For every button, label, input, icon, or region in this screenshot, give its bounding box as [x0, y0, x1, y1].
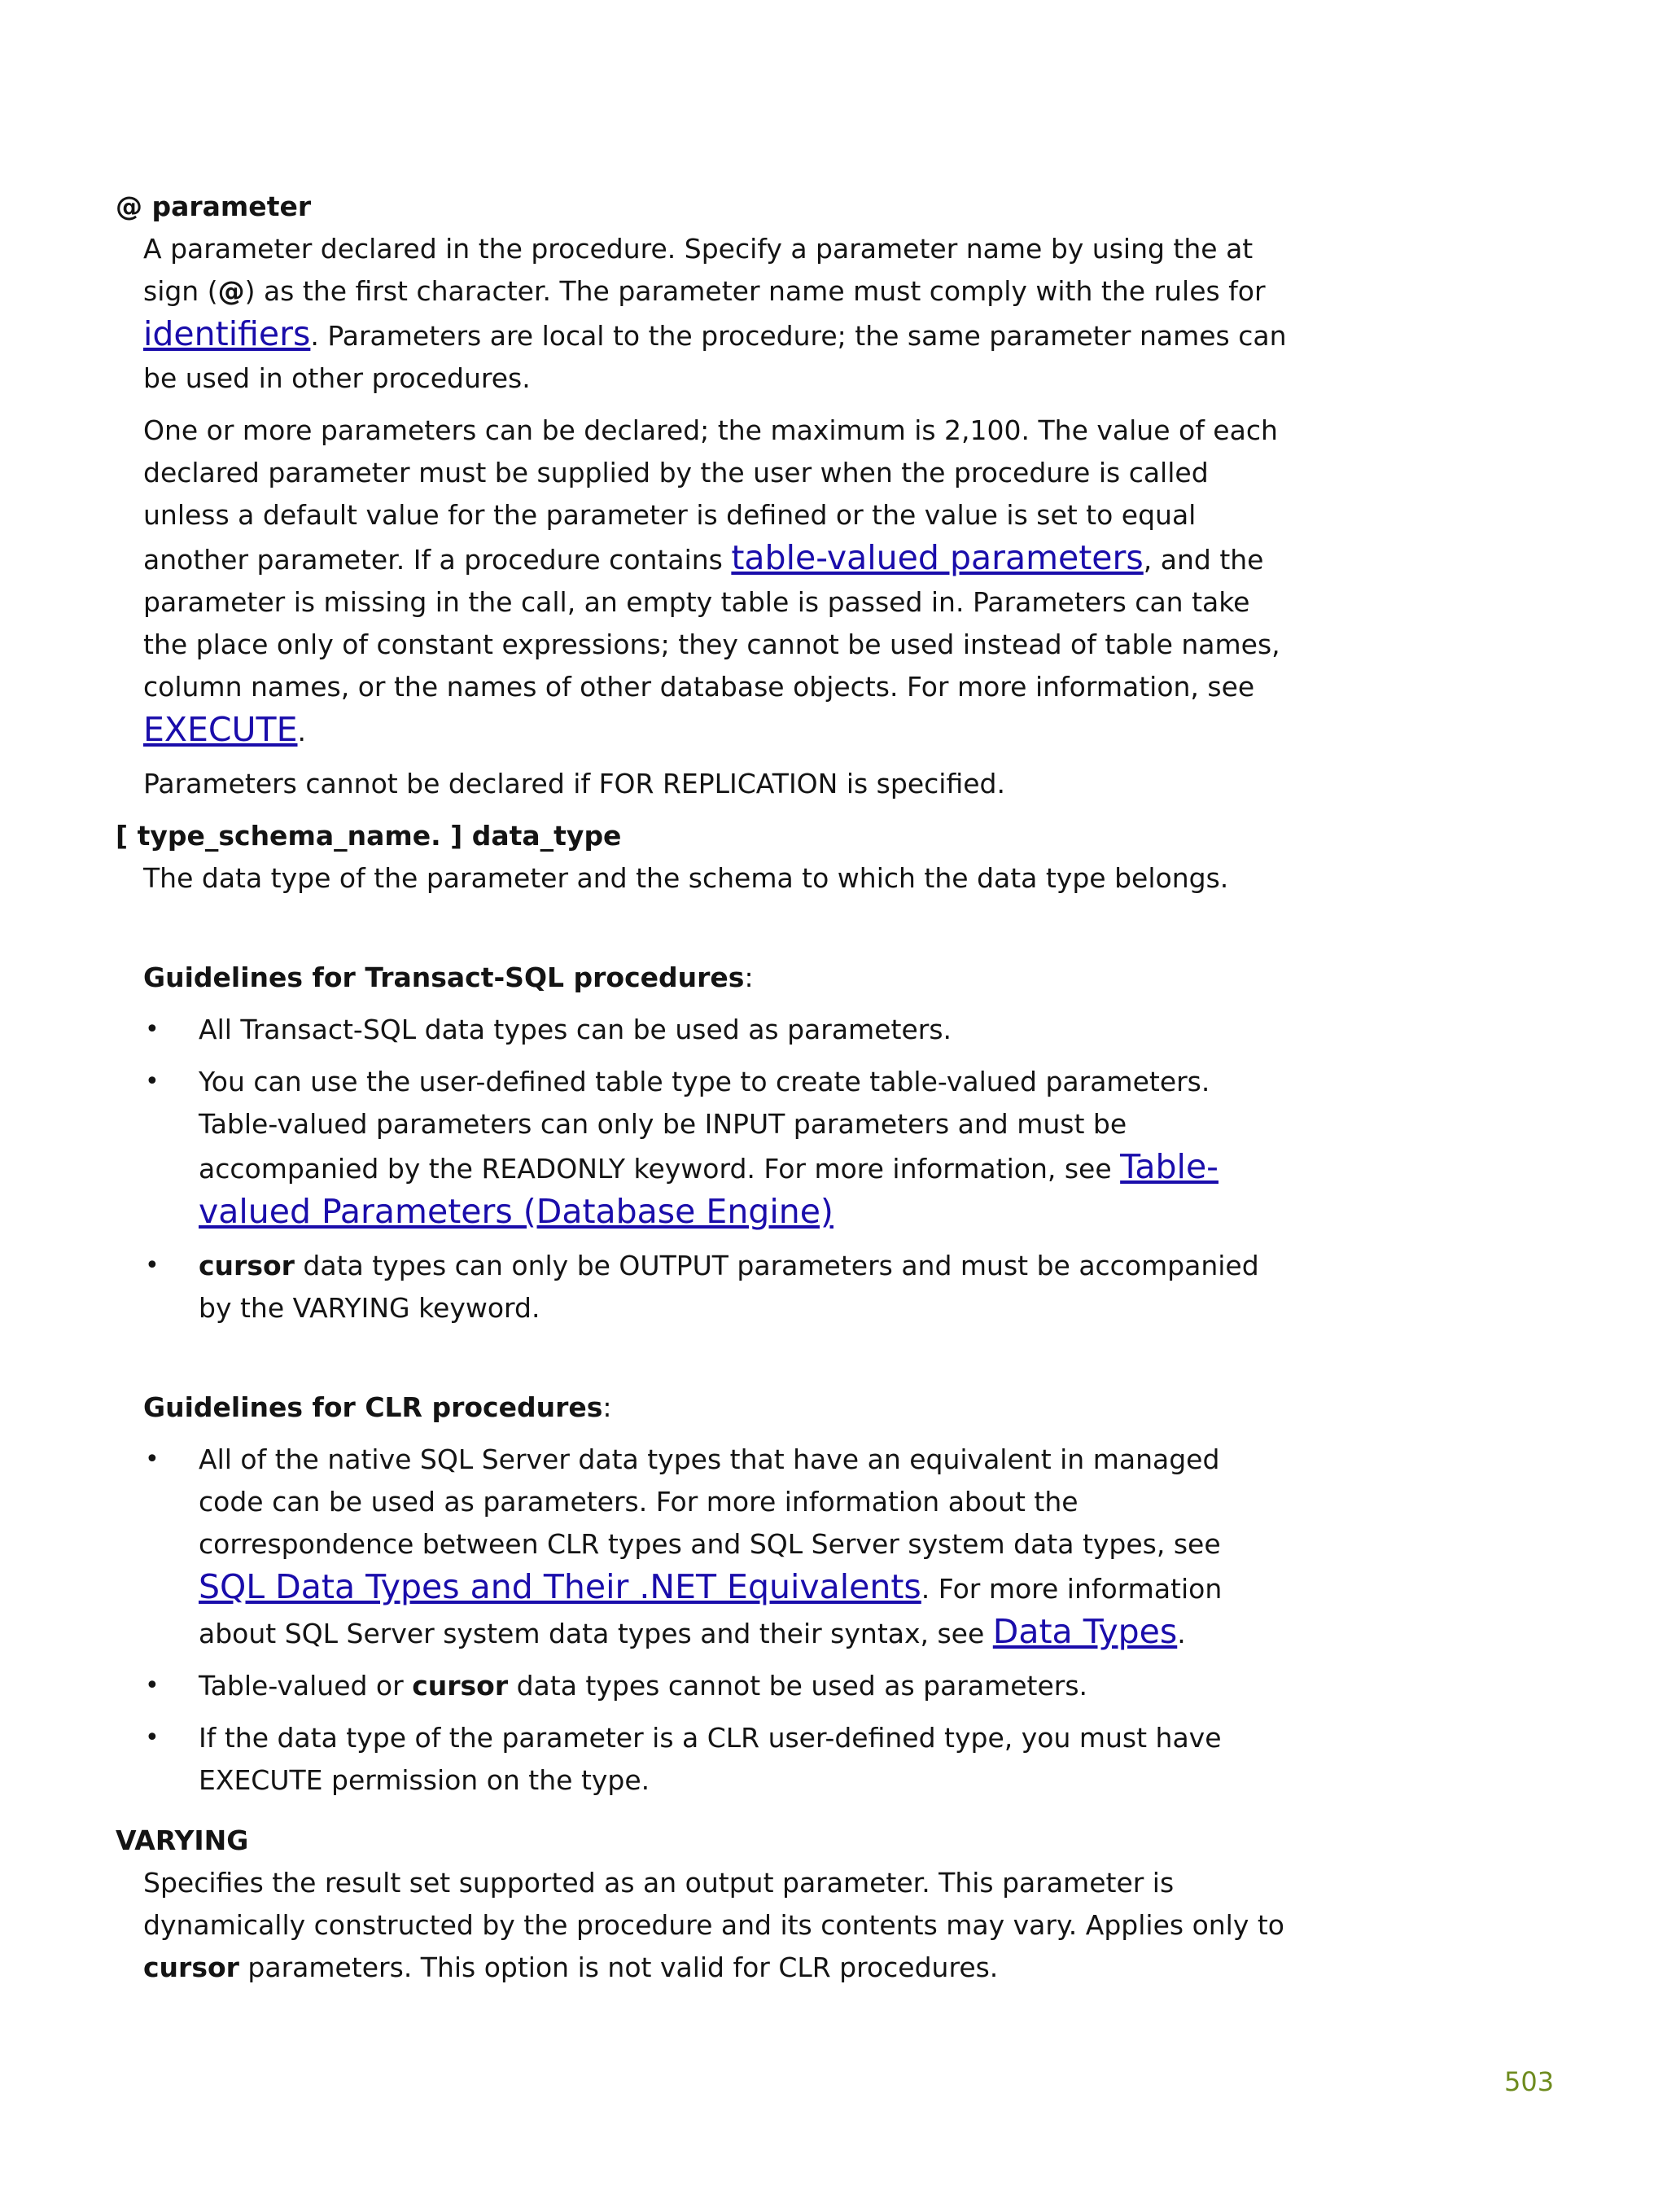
- text: All of the native SQL Server data types that have an equivalent in managed code can be used as parameters. For more information about the correspondence between CLR types and SQL Server system data types, see: [199, 1443, 1221, 1560]
- list-item: [143, 1245, 1288, 1329]
- sql-data-types-net-equivalents-link[interactable]: SQL Data Types and Their .NET Equivalents: [199, 1567, 921, 1606]
- text: data types cannot be used as parameters.: [508, 1670, 1088, 1702]
- paragraph: [143, 1862, 1288, 1989]
- table-valued-parameters-database-engine-link[interactable]: Table-valued Parameters (Database Engine): [199, 1147, 1219, 1231]
- term-data-type: [ type_schema_name. ] data_type: [116, 820, 622, 852]
- list-item: [143, 1439, 1288, 1655]
- paragraph: Parameters cannot be declared if FOR REPLICATION is specified.: [143, 768, 1005, 799]
- text: All Transact-SQL data types can be used as parameters.: [199, 1014, 952, 1045]
- execute-link[interactable]: EXECUTE: [143, 710, 298, 749]
- list-item: [143, 1717, 1288, 1802]
- bullet-icon: •: [145, 1445, 160, 1474]
- text: , and the parameter is missing in the call, an empty table is passed in. Parameters can take the place only of constant expressions; they cannot be used instead of table names, column names, or the names of other database objects. For more information, see: [143, 544, 1280, 703]
- clr-guidelines-list: [143, 1439, 1288, 1802]
- cursor-keyword: cursor: [412, 1670, 509, 1702]
- page-content: [116, 186, 1288, 1999]
- bullet-icon: •: [145, 1724, 160, 1752]
- text: One or more parameters can be declared; the maximum is 2,100. The value of each declared parameter must be supplied by the user when the procedure is called unless a default value for the parameter is defined or the value is set to equal another parameter. If a procedure contains: [143, 414, 1278, 576]
- identifiers-link[interactable]: identifiers: [143, 314, 311, 353]
- paragraph: [143, 410, 1288, 753]
- text: . Parameters are local to the procedure; the same parameter names can be used in other procedures.: [143, 320, 1287, 394]
- colon: :: [744, 961, 754, 993]
- tsql-guidelines-list: [143, 1009, 1288, 1329]
- cursor-keyword: cursor: [143, 1951, 239, 1983]
- colon: :: [602, 1391, 612, 1423]
- at-sign: @: [217, 275, 245, 307]
- text: Table-valued or: [199, 1670, 413, 1702]
- page-number: 503: [1504, 2066, 1555, 2097]
- text: .: [1177, 1618, 1186, 1649]
- text: parameters. This option is not valid for CLR procedures.: [238, 1951, 999, 1983]
- text: A parameter declared in the procedure. Specify a parameter name by using the at sign (: [143, 233, 1254, 307]
- list-item: [143, 1665, 1288, 1707]
- list-item: [143, 1061, 1288, 1235]
- paragraph: [143, 228, 1288, 400]
- text: Specifies the result set supported as an output parameter. This parameter is dynamically constructed by the procedure and its contents may vary. Applies only to: [143, 1867, 1284, 1941]
- list-item: [143, 1009, 1288, 1051]
- tsql-guidelines-heading: [143, 957, 1288, 999]
- cursor-keyword: cursor: [199, 1250, 295, 1281]
- bullet-icon: •: [145, 1015, 160, 1044]
- data-types-link[interactable]: Data Types: [992, 1612, 1178, 1651]
- text: If the data type of the parameter is a CLR user-defined type, you must have EXECUTE permission on the type.: [199, 1722, 1222, 1796]
- text: You can use the user-defined table type to create table-valued parameters. Table-valued parameters can only be INPUT parameters and must be accompanied by the READONLY keyword. For more information, see: [199, 1066, 1210, 1185]
- table-valued-parameters-link[interactable]: table-valued parameters: [731, 538, 1144, 577]
- definition-parameter: [143, 228, 1288, 805]
- definition-varying: [143, 1862, 1288, 1989]
- bullet-icon: •: [145, 1671, 160, 1700]
- heading-text: Guidelines for CLR procedures: [143, 1391, 603, 1423]
- text: ) as the first character. The parameter name must comply with the rules for: [244, 275, 1266, 307]
- text: . For more information about SQL Server system data types and their syntax, see: [199, 1573, 1223, 1649]
- term-parameter: @ parameter: [116, 191, 312, 222]
- text: data types can only be OUTPUT parameters and must be accompanied by the VARYING keyword.: [199, 1250, 1259, 1324]
- definition-data-type: [143, 857, 1288, 1802]
- bullet-icon: •: [145, 1251, 160, 1280]
- text: .: [297, 716, 306, 747]
- term-varying: VARYING: [116, 1824, 249, 1856]
- clr-guidelines-heading: [143, 1386, 1288, 1429]
- heading-text: Guidelines for Transact-SQL procedures: [143, 961, 745, 993]
- bullet-icon: •: [145, 1067, 160, 1096]
- paragraph: The data type of the parameter and the schema to which the data type belongs.: [143, 862, 1229, 894]
